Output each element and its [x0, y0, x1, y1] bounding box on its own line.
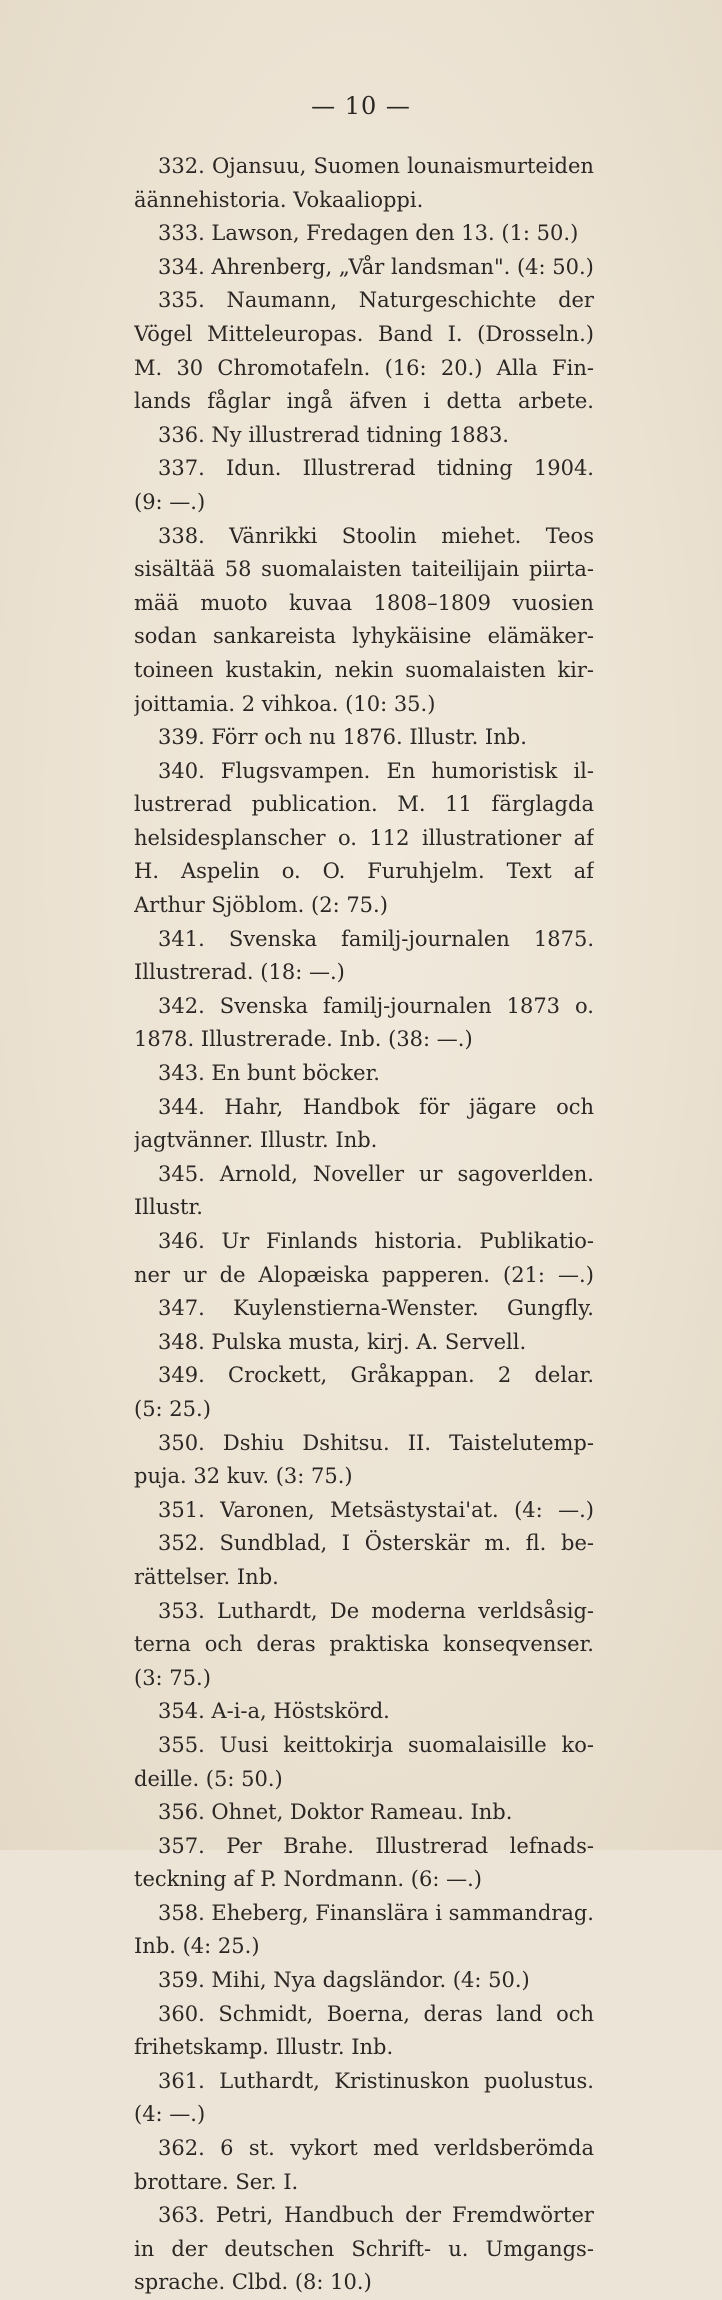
catalog-entry-start: 361. Luthardt, Kristinuskon puolustus.: [158, 2068, 594, 2093]
catalog-entry-start: 332. Ojansuu, Suomen lounaismurteiden: [158, 154, 594, 178]
catalog-entry-continuation: terna och deras praktiska konseqvenser.: [134, 1632, 594, 1657]
catalog-entry-start: 335. Naumann, Naturgeschichte der: [158, 288, 594, 313]
catalog-entry-continuation: jagtvänner. Illustr. Inb.: [134, 1128, 378, 1153]
catalog-entry-continuation: (5: 25.): [134, 1396, 211, 1421]
catalog-entries: [134, 150, 594, 2300]
catalog-entry-continuation: 1878. Illustrerade. Inb. (38: —.): [134, 1027, 473, 1052]
catalog-entry-start: 346. Ur Finlands historia. Publikatio-: [158, 1229, 594, 1253]
catalog-entry-continuation: sodan sankareista lyhykäisine elämäker-: [134, 624, 594, 649]
catalog-entry-continuation: mää muoto kuvaa 1808–1809 vuosien: [134, 590, 594, 615]
catalog-entry-continuation: Arthur Sjöblom. (2: 75.): [134, 893, 388, 918]
catalog-entry-continuation: M. 30 Chromotafeln. (16: 20.) Alla Fin-: [134, 355, 594, 380]
catalog-entry-start: 339. Förr och nu 1876. Illustr. Inb.: [158, 725, 527, 750]
catalog-entry-continuation: toineen kustakin, nekin suomalaisten kir-: [134, 657, 594, 682]
catalog-entry-continuation: sprache. Clbd. (8: 10.): [134, 2270, 372, 2295]
catalog-entry-start: 358. Eheberg, Finanslära i sammandrag.: [158, 1900, 594, 1925]
catalog-entry-start: 334. Ahrenberg, „Vår landsman". (4: 50.): [158, 254, 594, 279]
catalog-entry-continuation: rättelser. Inb.: [134, 1564, 279, 1589]
catalog-entry-continuation: teckning af P. Nordmann. (6: —.): [134, 1867, 482, 1892]
catalog-entry-start: 351. Varonen, Metsästystai'at. (4: —.): [158, 1497, 594, 1522]
catalog-entry-start: 362. 6 st. vykort med verldsberömda: [158, 2136, 594, 2161]
catalog-entry-continuation: Illustr.: [134, 1195, 203, 1220]
catalog-entry-continuation: lands fåglar ingå äfven i detta arbete.: [134, 389, 594, 414]
catalog-entry-continuation: H. Aspelin o. O. Furuhjelm. Text af: [134, 859, 594, 884]
catalog-entry-start: 360. Schmidt, Boerna, deras land och: [158, 2001, 594, 2026]
catalog-entry-start: 359. Mihi, Nya dagsländor. (4: 50.): [158, 1968, 530, 1993]
catalog-entry-start: 357. Per Brahe. Illustrerad lefnads-: [158, 1833, 594, 1858]
catalog-entry-start: 341. Svenska familj-journalen 1875.: [158, 926, 594, 951]
catalog-entry-start: 349. Crockett, Gråkappan. 2 delar.: [158, 1363, 594, 1388]
catalog-entry-continuation: (4: —.): [134, 2102, 206, 2127]
catalog-entry-continuation: äännehistoria. Vokaalioppi.: [134, 187, 424, 212]
catalog-entry-continuation: (9: —.): [134, 489, 206, 514]
catalog-entry-start: 338. Vänrikki Stoolin miehet. Teos: [158, 523, 594, 548]
catalog-entry-continuation: (3: 75.): [134, 1665, 211, 1690]
catalog-entry-continuation: frihetskamp. Illustr. Inb.: [134, 2035, 394, 2060]
catalog-entry-continuation: lustrerad publication. M. 11 färglagda: [134, 792, 594, 817]
catalog-entry-start: 343. En bunt böcker.: [158, 1061, 380, 1086]
catalog-entry-continuation: Inb. (4: 25.): [134, 1934, 260, 1959]
page-number: — 10 —: [311, 92, 411, 120]
catalog-entry-start: 355. Uusi keittokirja suomalaisille ko-: [158, 1732, 594, 1757]
catalog-entry-start: 356. Ohnet, Doktor Rameau. Inb.: [158, 1800, 513, 1825]
catalog-entry-continuation: Vögel Mitteleuropas. Band I. (Drosseln.): [134, 321, 594, 346]
catalog-entry-start: 337. Idun. Illustrerad tidning 1904.: [158, 456, 594, 481]
catalog-entry-start: 363. Petri, Handbuch der Fremdwörter: [158, 2203, 594, 2228]
catalog-entry-start: 348. Pulska musta, kirj. A. Servell.: [158, 1329, 527, 1354]
catalog-entry-start: 336. Ny illustrerad tidning 1883.: [158, 422, 509, 447]
catalog-entry-start: 333. Lawson, Fredagen den 13. (1: 50.): [158, 221, 579, 246]
catalog-entry-start: 350. Dshiu Dshitsu. II. Taistelutemp-: [158, 1430, 594, 1455]
catalog-entry-start: 354. A-i-a, Höstskörd.: [158, 1699, 390, 1724]
catalog-entry-continuation: ner ur de Alopæiska papperen. (21: —.): [134, 1262, 594, 1287]
catalog-entry-continuation: brottare. Ser. I.: [134, 2169, 299, 2194]
catalog-entry-start: 353. Luthardt, De moderna verldsåsig-: [158, 1598, 594, 1623]
catalog-entry-continuation: helsidesplanscher o. 112 illustrationer af: [134, 825, 594, 850]
catalog-entry-continuation: sisältää 58 suomalaisten taiteilijain piirta-: [134, 557, 594, 582]
catalog-entry-start: 352. Sundblad, I Österskär m. fl. be-: [158, 1531, 594, 1556]
catalog-entry-start: 345. Arnold, Noveller ur sagoverlden.: [158, 1161, 594, 1186]
catalog-entry-continuation: joittamia. 2 vihkoa. (10: 35.): [134, 691, 436, 716]
catalog-entry-continuation: deille. (5: 50.): [134, 1766, 283, 1791]
catalog-entry-continuation: puja. 32 kuv. (3: 75.): [134, 1464, 353, 1489]
catalog-entry-start: 342. Svenska familj-journalen 1873 o.: [158, 993, 594, 1018]
catalog-entry-start: 340. Flugsvampen. En humoristisk il-: [158, 758, 594, 783]
catalog-entry-start: 347. Kuylenstierna-Wenster. Gungfly.: [158, 1296, 594, 1321]
catalog-entry-continuation: in der deutschen Schrift- u. Umgangs-: [134, 2236, 594, 2261]
catalog-entry-continuation: Illustrerad. (18: —.): [134, 960, 345, 985]
catalog-entry-start: 344. Hahr, Handbok för jägare och: [158, 1094, 594, 1119]
